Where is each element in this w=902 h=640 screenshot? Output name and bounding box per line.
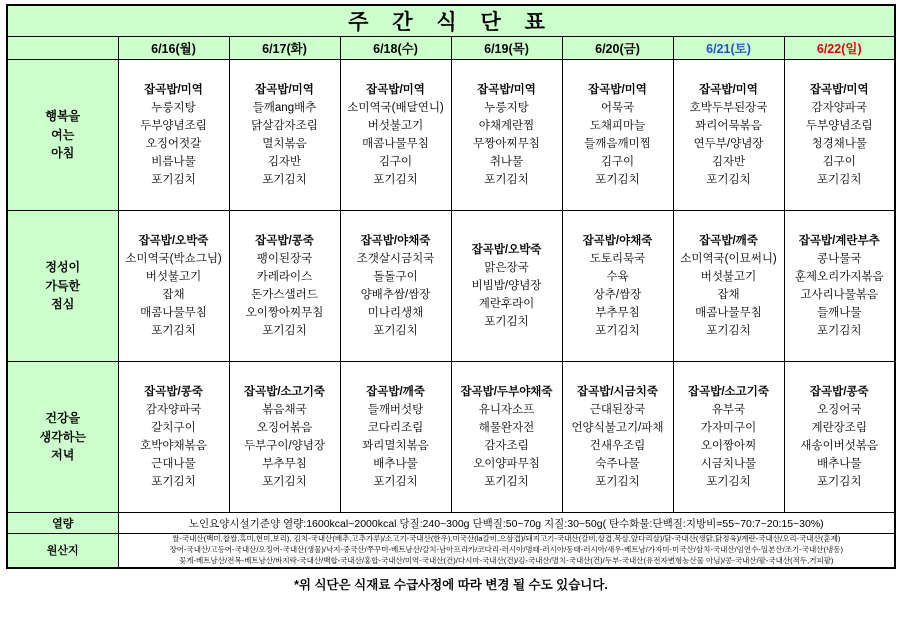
menu-item: 감자조림 [484,440,529,452]
menu-item: 양배추쌈/쌈장 [360,289,431,301]
menu-item: 계란후라이 [478,298,535,311]
ingredients-line: 장어-국내산/고등어-국내산/오징어-국내산(생물)/낙지-중국산/쭈꾸미-베트남산/갈치-남아프리카/코다리-러시아/명태-러시아/동태-러시아/새우-베트남/가자미-미국산/삼치-국내산/임연수-일본산/조기-국내산(냉동) [169,544,843,554]
menu-item: 잡곡밥/오박죽 [471,243,542,256]
ingredients-line: 쌀-국내산(백미,찹쌀,흑미,현미,보리), 김치-국내산(배추,고추가루)/소고기-국내산(한우),미국산(la갈비,으삼겹)/돼지고기-국내산(갈비,삼겹,목살,앞다리살)/닭-국내산(생닭,닭정육)/계란-국내산/오리-국내산(훈제) [172,534,841,543]
menu-item: 도채피마늘 [589,119,646,132]
menu-item: 시금치나물 [700,458,757,471]
menu-item: 팽이된장국 [256,252,313,265]
header-day-3: 6/19(목) [451,37,562,60]
menu-item: 포기김치 [706,174,751,187]
menu-item: 잡곡밥/미역 [809,83,869,96]
menu-item: 부추무침 [262,458,307,471]
menu-item: 잡곡밥/미역 [477,83,536,96]
menu-item: 언양식불고기/파채 [571,421,664,434]
menu-item: 두부구이/양념장 [244,440,325,452]
menu-item: 포기김치 [373,476,418,489]
menu-item: 김구이 [600,156,635,169]
menu-item: 소미역국(이묘써니) [680,252,777,265]
menu-item: 취나물 [489,156,524,169]
menu-item: 청경채나물 [811,138,868,150]
nutrition-row [7,513,895,534]
menu-item: 유부국 [711,403,746,416]
menu-item: 잡곡밥/미역 [144,83,203,96]
menu-item: 들깨음깨미찜 [584,138,651,150]
menu-cell [229,60,340,211]
header-day-5: 6/21(토) [673,37,784,60]
menu-item: 매콤나물무침 [362,138,429,150]
header-day-0: 6/16(월) [118,37,229,60]
footnote: *위 식단은 식재료 수급사정에 따라 변경 될 수도 있습니다. [294,577,608,592]
menu-cell [340,362,451,513]
menu-item: 계란장조림 [811,421,868,434]
menu-item: 닭살감자조림 [251,119,318,132]
menu-item: 숙주나물 [595,458,640,471]
menu-item: 무짱아찌무침 [473,138,540,150]
menu-cell [562,362,673,513]
menu-item: 잡곡밥/계란부추 [798,234,880,247]
menu-item: 비름나물 [151,156,196,169]
menu-item: 조갯살시금치국 [356,252,435,265]
menu-cell [784,211,895,362]
page-title-cell [7,5,895,37]
menu-cell [340,211,451,362]
menu-item: 버섯불고기 [145,270,202,283]
meal-label-line: 행복을 [45,109,81,124]
meal-label-dinner [7,362,118,513]
header-row [7,37,895,60]
menu-cell [118,60,229,211]
menu-item: 새송이버섯볶음 [800,440,879,452]
menu-item: 연두부/양념장 [693,138,764,150]
menu-item: 잡곡밥/깨죽 [699,234,758,247]
menu-item: 김자반 [711,156,746,169]
menu-item: 버섯불고기 [700,270,757,283]
menu-item: 해물완자전 [478,421,535,434]
menu-cell [784,362,895,513]
menu-item: 잡채 [717,289,740,301]
menu-item: 포기김치 [262,174,307,187]
meal-label-line: 점심 [51,297,75,312]
menu-item: 카레라이스 [256,270,313,283]
header-day-4: 6/20(금) [562,37,673,60]
menu-item: 호박야채볶음 [140,440,207,452]
menu-item: 포기김치 [151,174,196,187]
menu-item: 소미역국(박쇼그님) [125,252,222,265]
menu-item: 갈치구이 [151,421,196,434]
menu-item: 들깨ang배추 [252,101,317,114]
nutrition-text: 노인요양시설기준양 열량:1600kcal~2000kcal 당질:240~300g 단백질:50~70g 지질:30~50g( 탄수화물:단백질:지방비=55~70:7~20:15~30%) [118,513,895,534]
page-title: 주 간 식 단 표 [348,11,554,34]
ingredients-row [7,534,895,568]
menu-item: 포기김치 [484,476,529,489]
menu-item: 멸치볶음 [262,138,307,150]
meal-label-line: 정성이 [45,260,81,275]
menu-item: 잡곡밥/소고기죽 [688,385,769,398]
menu-item: 오이양파무침 [473,458,540,471]
menu-item: 잡곡밥/야채죽 [582,234,653,247]
menu-item: 오징어볶음 [256,421,313,434]
menu-cell [118,362,229,513]
menu-item: 잡곡밥/미역 [366,83,425,96]
menu-item: 호박두부된장국 [689,101,768,114]
menu-item: 배추나물 [373,458,418,471]
menu-item: 김구이 [378,156,413,169]
menu-item: 버섯불고기 [367,119,424,132]
menu-item: 잡곡밥/콩죽 [255,234,314,247]
title-row [7,5,895,37]
menu-cell [784,60,895,211]
menu-item: 포기김치 [262,325,307,338]
menu-item: 포기김치 [817,476,862,489]
menu-cell [229,362,340,513]
menu-item: 포기김치 [484,316,529,329]
meal-label-line: 생각하는 [39,429,86,444]
menu-item: 고사리나물볶음 [800,289,879,301]
menu-item: 포기김치 [262,476,307,489]
menu-cell [451,211,562,362]
menu-item: 누룽지탕 [151,101,196,114]
menu-item: 근대된장국 [589,403,646,416]
menu-cell [562,60,673,211]
menu-item: 김구이 [822,156,856,169]
header-day-2: 6/18(수) [340,37,451,60]
menu-item: 잡곡밥/오박죽 [138,234,209,247]
menu-item: 배추나물 [817,458,862,471]
menu-item: 코다리조림 [367,421,424,434]
menu-item: 포기김치 [595,174,640,187]
menu-item: 잡곡밥/콩죽 [809,385,869,398]
menu-item: 미나리생채 [367,307,424,320]
header-day-6: 6/22(일) [784,37,895,60]
menu-cell [673,362,784,513]
menu-item: 포기김치 [373,325,418,338]
menu-item: 훈제오리가지볶음 [794,270,884,283]
menu-item: 잡채 [162,289,185,301]
meal-label-line: 건강을 [45,411,81,426]
menu-item: 김자반 [267,156,302,169]
menu-item: 돈가스샐러드 [251,289,318,301]
menu-item: 매콤나물무침 [695,307,762,320]
meal-label-breakfast [7,60,118,211]
menu-item: 야채계란찜 [478,119,535,132]
meal-label-line: 저녁 [51,448,75,463]
menu-item: 유니자소프 [478,403,535,416]
menu-cell [451,362,562,513]
menu-item: 잡곡밥/미역 [699,83,758,96]
header-day-1: 6/17(화) [229,37,340,60]
menu-item: 맑은장국 [484,261,529,274]
menu-item: 포기김치 [373,174,418,187]
nutrition-label: 열량 [7,513,118,534]
menu-item: 부추무침 [595,307,640,320]
menu-item: 누룽지탕 [484,101,529,114]
header-corner [7,37,118,60]
meal-label-lunch [7,211,118,362]
menu-cell [562,211,673,362]
ingredients-text [118,534,895,568]
menu-item: 포기김치 [706,476,751,489]
menu-item: 오이짱아찌 [700,440,757,452]
menu-item: 볶음채국 [262,403,307,416]
menu-item: 오이짱아찌무침 [245,307,324,320]
menu-item: 잡곡밥/깨죽 [366,385,425,398]
menu-item: 포기김치 [151,325,196,338]
menu-cell [340,60,451,211]
menu-item: 꽈리멸치볶음 [362,440,429,452]
menu-item: 돌돌구이 [373,270,418,283]
menu-item: 두부양념조림 [140,119,207,132]
menu-item: 건새우조림 [589,440,646,452]
menu-item: 콩나물국 [817,252,862,265]
menu-item: 감자양파국 [145,403,202,416]
menu-item: 포기김치 [817,174,862,187]
menu-item: 도토리묵국 [589,252,646,265]
menu-item: 포기김치 [817,325,862,338]
menu-item: 잡곡밥/미역 [255,83,314,96]
menu-item: 포기김치 [151,476,196,489]
menu-item: 가자미구이 [700,421,757,434]
ingredients-line: 꽃게-베트남산/전복-베트남산/바지락-국내산/백합-국내산/홍합-국내산/미역-국내산(건)/다시마-국내산(건)/김-국내산/멸치-국내산(건)/두부-국내산(유전자변형농산물 아님)/콩-국내산/팥-국내산(적두,거피팥) [179,555,834,565]
menu-item: 포기김치 [595,325,640,338]
menu-item: 포기김치 [706,325,751,338]
menu-item: 비빔밥/양념장 [471,279,542,292]
menu-item: 포기김치 [484,174,529,187]
menu-cell [451,60,562,211]
menu-cell [673,211,784,362]
meal-label-line: 가득한 [45,278,81,293]
menu-item: 감자양파국 [811,101,868,114]
menu-item: 잡곡밥/미역 [588,83,647,96]
menu-item: 잡곡밥/야채죽 [360,234,431,247]
menu-item: 매콤나물무침 [140,307,207,320]
ingredients-label: 원산지 [7,534,118,568]
meal-label-line: 아침 [51,146,75,161]
menu-item: 잡곡밥/소고기죽 [244,385,325,398]
menu-item: 두부양념조림 [805,119,873,132]
menu-cell [118,211,229,362]
weekly-menu-table [6,4,896,569]
menu-cell [229,211,340,362]
menu-item: 잡곡밥/두부야채죽 [460,385,553,398]
menu-item: 오징어국 [817,403,862,416]
menu-item: 잡곡밥/시금치죽 [577,385,658,398]
meal-label-line: 여는 [51,127,75,142]
menu-item: 오징어젓갈 [145,138,202,150]
meal-row-breakfast [7,60,895,211]
menu-item: 포기김치 [595,476,640,489]
menu-cell [673,60,784,211]
menu-item: 들깨버섯탕 [367,403,424,416]
menu-item: 잡곡밥/콩죽 [144,385,203,398]
menu-item: 근대나물 [151,458,196,471]
menu-item: 상추/쌈장 [593,289,642,301]
menu-item: 어묵국 [600,101,635,114]
meal-row-dinner [7,362,895,513]
menu-item: 들깨나물 [817,307,862,320]
menu-item: 수육 [606,270,629,283]
menu-item: 꽈리어묵볶음 [695,119,762,132]
meal-row-lunch [7,211,895,362]
menu-item: 소미역국(배달연니) [347,101,444,114]
